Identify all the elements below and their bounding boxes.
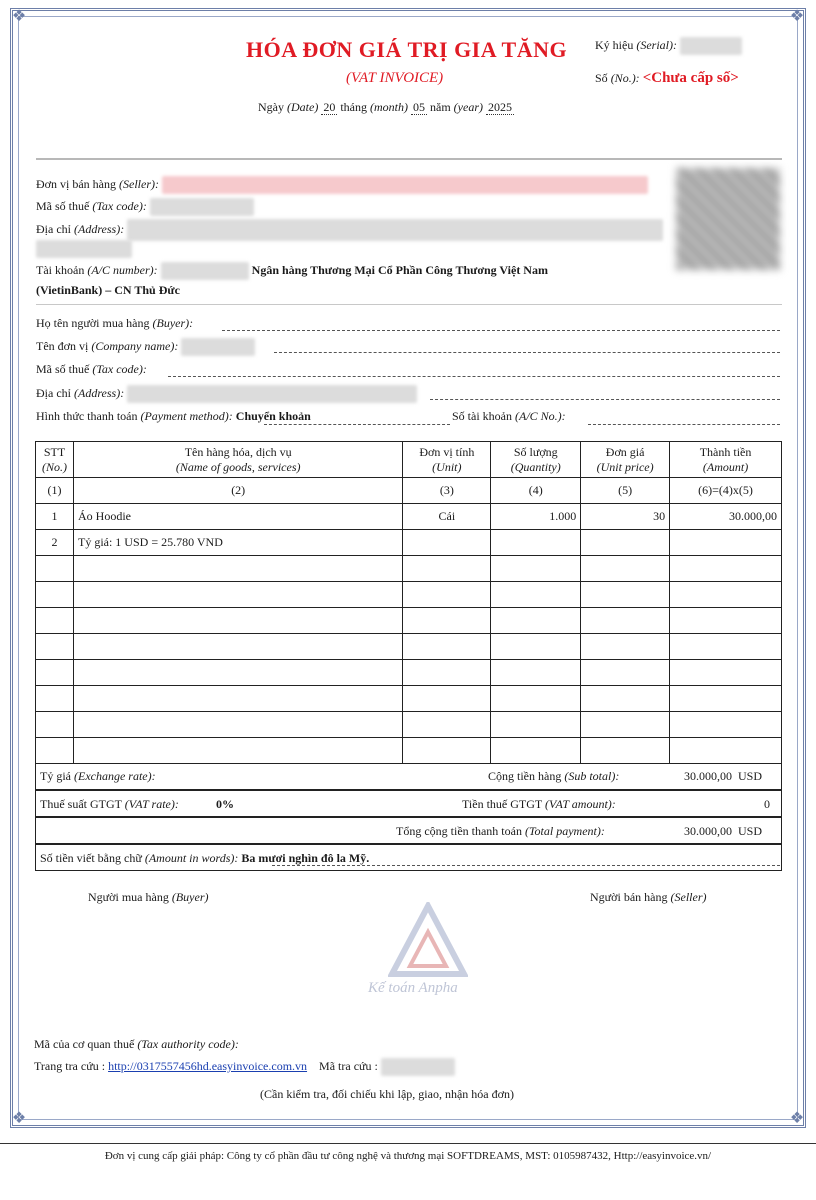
table-row-empty xyxy=(36,712,782,738)
redacted-seller-address-cont xyxy=(36,240,132,258)
seller-bank-branch: (VietinBank) – CN Thủ Đức xyxy=(36,283,180,297)
table-row xyxy=(36,530,782,556)
buyer-name-line xyxy=(222,330,780,331)
redacted-seller-account xyxy=(161,262,249,280)
column-number: (6)=(4)x(5) xyxy=(670,478,782,504)
buyer-account-line xyxy=(588,424,780,425)
corner-ornament-icon: ❖ xyxy=(789,8,805,25)
item-no: 2 xyxy=(36,530,74,556)
subtotal-label: Cộng tiền hàng (Sub total): xyxy=(488,769,620,783)
column-number-row xyxy=(36,478,782,504)
table-header-row xyxy=(36,442,782,478)
column-header: Thành tiền (Amount) xyxy=(670,442,782,478)
buyer-name-row: Họ tên người mua hàng (Buyer): xyxy=(36,316,194,330)
total-row xyxy=(35,817,782,844)
provider-footer: Đơn vị cung cấp giải pháp: Công ty cổ phần đầu tư công nghệ và thương mại SOFTDREAMS, MST: 0105987432, Http://easyinvoice.vn/ xyxy=(104,1150,712,1162)
vat-rate-value: 0% xyxy=(216,797,234,811)
payment-method-row: Hình thức thanh toán (Payment method): Chuyển khoản xyxy=(36,409,311,423)
vat-rate-label: Thuế suất GTGT (VAT rate): xyxy=(40,797,179,811)
column-number: (2) xyxy=(73,478,402,504)
words-row xyxy=(35,844,782,871)
date-day: 20 xyxy=(323,100,336,114)
column-header: Đơn giá (Unit price) xyxy=(581,442,670,478)
tax-authority-code: Mã của cơ quan thuế (Tax authority code): xyxy=(34,1037,239,1051)
item-unit xyxy=(403,530,491,556)
watermark-logo-icon xyxy=(388,902,468,982)
buyer-tax-row: Mã số thuế (Tax code): xyxy=(36,362,147,376)
buyer-company-line xyxy=(274,352,780,353)
header-divider xyxy=(36,158,782,160)
item-unit: Cái xyxy=(403,504,491,530)
vat-amount-label: Tiền thuế GTGT (VAT amount): xyxy=(462,797,616,811)
total-value: 30.000,00 USD xyxy=(684,824,763,838)
date-month: 05 xyxy=(413,100,425,114)
total-label: Tổng cộng tiền thanh toán (Total payment): xyxy=(396,824,605,838)
payment-method-line xyxy=(264,424,450,425)
payment-method-value: Chuyển khoản xyxy=(235,409,311,423)
invoice-number-value: <Chưa cấp số> xyxy=(642,70,739,86)
item-unit-price xyxy=(581,530,670,556)
seller-signature-label: Người bán hàng (Seller) xyxy=(590,890,707,904)
column-header: Đơn vị tính (Unit) xyxy=(403,442,491,478)
table-row-empty xyxy=(36,582,782,608)
item-name: Áo Hoodie xyxy=(73,504,402,530)
vat-amount-value: 0 xyxy=(764,797,770,811)
footer-divider xyxy=(0,1143,816,1144)
vat-row xyxy=(35,790,782,817)
column-header: Tên hàng hóa, dịch vụ (Name of goods, services) xyxy=(73,442,402,478)
column-header: STT (No.) xyxy=(36,442,74,478)
redacted-seller-address xyxy=(127,219,663,241)
table-row-empty xyxy=(36,556,782,582)
buyer-address-line xyxy=(430,399,780,400)
redacted-lookup-code xyxy=(381,1058,455,1076)
amount-in-words-line xyxy=(272,865,780,866)
serial-field: Ký hiệu (Serial): xyxy=(595,37,742,55)
column-number: (1) xyxy=(36,478,74,504)
redacted-buyer-company xyxy=(181,338,255,356)
table-row-empty xyxy=(36,660,782,686)
invoice-title: HÓA ĐƠN GIÁ TRỊ GIA TĂNG xyxy=(246,37,568,62)
item-unit-price: 30 xyxy=(581,504,670,530)
invoice-date: Ngày (Date) 20 tháng (month) 05 năm (year) 2025 xyxy=(258,100,512,114)
column-number: (4) xyxy=(491,478,581,504)
lookup-row: Trang tra cứu : http://0317557456hd.easyinvoice.com.vn Mã tra cứu : xyxy=(34,1058,455,1076)
item-amount: 30.000,00 xyxy=(670,504,782,530)
table-row-empty xyxy=(36,686,782,712)
table-row-empty xyxy=(36,738,782,764)
column-number: (3) xyxy=(403,478,491,504)
amount-in-words-value: Ba mươi nghìn đô la Mỹ. xyxy=(241,851,370,865)
buyer-signature-label: Người mua hàng (Buyer) xyxy=(88,890,209,904)
corner-ornament-icon: ❖ xyxy=(789,1110,805,1127)
redacted-serial xyxy=(680,37,742,55)
buyer-tax-line xyxy=(168,376,780,377)
qr-code xyxy=(676,168,780,270)
redacted-seller-tax xyxy=(150,198,254,216)
item-no: 1 xyxy=(36,504,74,530)
buyer-account-row: Số tài khoản (A/C No.): xyxy=(452,409,566,423)
column-number: (5) xyxy=(581,478,670,504)
redacted-seller-name xyxy=(162,176,648,194)
redacted-buyer-address xyxy=(127,385,417,403)
items-table xyxy=(35,441,782,764)
table-row-empty xyxy=(36,634,782,660)
seller-divider xyxy=(36,304,782,305)
corner-ornament-icon: ❖ xyxy=(11,8,27,25)
item-quantity xyxy=(491,530,581,556)
date-year: 2025 xyxy=(488,100,512,114)
column-header: Số lượng (Quantity) xyxy=(491,442,581,478)
buyer-company-row: Tên đơn vị (Company name): xyxy=(36,338,255,356)
exchange-rate-label: Tỷ giá (Exchange rate): xyxy=(40,769,156,783)
corner-ornament-icon: ❖ xyxy=(11,1110,27,1127)
watermark-text: Kế toán Anpha xyxy=(368,980,458,996)
seller-account-row: Tài khoản (A/C number): Ngân hàng Thương Mại Cổ Phần Công Thương Việt Nam xyxy=(36,262,548,280)
invoice-number-field: Số (No.): <Chưa cấp số> xyxy=(595,70,739,86)
buyer-address-row: Địa chỉ (Address): xyxy=(36,385,417,403)
verification-note: (Cần kiểm tra, đối chiếu khi lập, giao, nhận hóa đơn) xyxy=(260,1087,514,1101)
table-row xyxy=(36,504,782,530)
amount-in-words: Số tiền viết bằng chữ (Amount in words): Ba mươi nghìn đô la Mỹ. xyxy=(40,851,370,865)
seller-address-cont xyxy=(36,240,132,258)
table-row-empty xyxy=(36,608,782,634)
invoice-subtitle: (VAT INVOICE) xyxy=(346,70,444,86)
seller-address-row: Địa chỉ (Address): xyxy=(36,219,663,241)
seller-tax-row: Mã số thuế (Tax code): xyxy=(36,198,254,216)
seller-bank-name: Ngân hàng Thương Mại Cổ Phần Công Thương Việt Nam xyxy=(251,262,548,277)
item-name: Tỷ giá: 1 USD = 25.780 VND xyxy=(73,530,402,556)
item-amount xyxy=(670,530,782,556)
item-quantity: 1.000 xyxy=(491,504,581,530)
seller-name-row: Đơn vị bán hàng (Seller): xyxy=(36,176,648,194)
subtotal-value: 30.000,00 USD xyxy=(684,769,763,783)
subtotal-row xyxy=(35,763,782,790)
lookup-url-link[interactable]: http://0317557456hd.easyinvoice.com.vn xyxy=(108,1058,308,1073)
